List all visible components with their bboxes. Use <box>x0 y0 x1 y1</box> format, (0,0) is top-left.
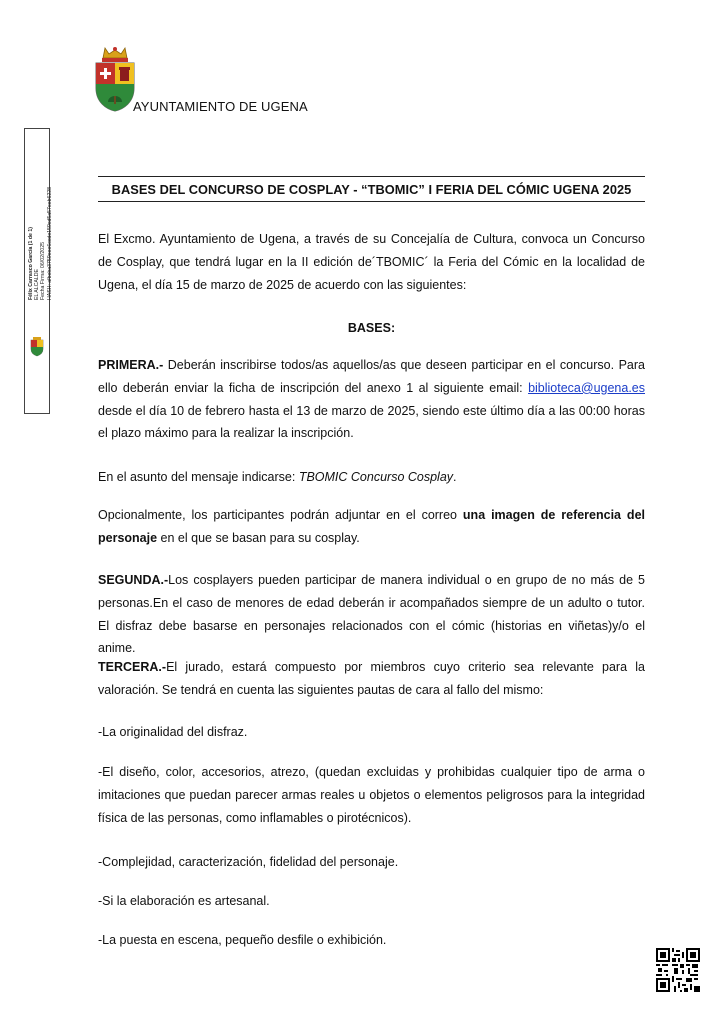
tercera-label: TERCERA.- <box>98 660 167 674</box>
opcional-text-after: en el que se basan para su cosplay. <box>157 530 360 545</box>
opcional-paragraph <box>98 504 645 550</box>
signature-date: Fecha Firma: 06/02/2025 <box>40 242 47 300</box>
segunda-paragraph <box>98 569 645 660</box>
signer-name: Félix Carrasco García (1 de 1) <box>28 227 34 300</box>
primera-label: PRIMERA.- <box>98 358 164 372</box>
organization-name: AYUNTAMIENTO DE UGENA <box>133 99 308 114</box>
tercera-paragraph <box>98 656 645 702</box>
primera-text-after: desde el día 10 de febrero hasta el 13 de marzo de 2025, siendo este último día a las 00:00 horas el plazo máximo para la realizar la inscripción. <box>98 403 645 441</box>
bases-heading: BASES: <box>347 321 396 335</box>
primera-text-before: Deberán inscribirse todos/as aquellos/as que deseen participar en el concurso. Para ello deberán enviar la ficha de inscripción del anexo 1 al siguiente email: <box>98 358 645 395</box>
segunda-text: Los cosplayers pueden participar de manera individual o en grupo de no más de 5 personas.En el caso de menores de edad deberán ir acompañados siempre de un adulto o tutor. El disfraz debe basarse en personajes relacionados con el cómic (historias en viñetas)y/o el anime. <box>98 573 645 656</box>
opcional-bold: una imagen de referencia del personaje <box>98 508 645 545</box>
asunto-end: . <box>453 470 457 484</box>
criteria-item: -La puesta en escena, pequeño desfile o exhibición. <box>98 933 387 947</box>
asunto-text: En el asunto del mensaje indicarse: <box>98 470 299 484</box>
qr-code <box>656 948 700 992</box>
criteria-item: -Complejidad, caracterización, fidelidad del personaje. <box>98 855 399 869</box>
segunda-label: SEGUNDA.- <box>98 573 169 587</box>
intro-paragraph: El Excmo. Ayuntamiento de Ugena, a través de su Concejalía de Cultura, convoca un Concurso de Cosplay, que tendrá lugar en la II edición de´TBOMIC´ la Feria del Cómic en la localidad de Ugena, el día 15 de marzo de 2025 de acuerdo con las siguientes: <box>98 232 645 292</box>
document-title: BASES DEL CONCURSO DE COSPLAY - “TBOMIC” I FERIA DEL CÓMIC UGENA 2025 <box>111 181 632 197</box>
signer-role: EL ALCALDE <box>34 269 41 300</box>
criteria-item: -El diseño, color, accesorios, atrezo, (quedan excluidas y prohibidas cualquier tipo de arma o imitaciones que puedan parecer armas reales u objetos o elementos peligrosos para la integridad física de las personas, como inflamables o pirotécnicos). <box>98 765 645 825</box>
signature-hash: HASH: afbeba3759eee6ccde159cd5a57eeb6228 <box>46 186 53 300</box>
criteria-item: -Si la elaboración es artesanal. <box>98 894 270 908</box>
criteria-item: -La originalidad del disfraz. <box>98 725 248 739</box>
tercera-text: El jurado, estará compuesto por miembros cuyo criterio sea relevante para la valoración. Se tendrá en cuenta las siguientes pautas de cara al fallo del mismo: <box>98 660 645 697</box>
opcional-text-before: Opcionalmente, los participantes podrán adjuntar en el correo <box>98 508 463 522</box>
asunto-paragraph <box>98 466 645 489</box>
municipal-crest-logo <box>93 44 137 112</box>
signature-crest-icon <box>30 337 44 357</box>
email-link[interactable]: biblioteca@ugena.es <box>528 380 645 395</box>
primera-paragraph <box>98 354 645 445</box>
asunto-value: TBOMIC Concurso Cosplay <box>298 470 454 484</box>
document-title-box <box>98 176 645 202</box>
signature-text <box>28 187 53 300</box>
